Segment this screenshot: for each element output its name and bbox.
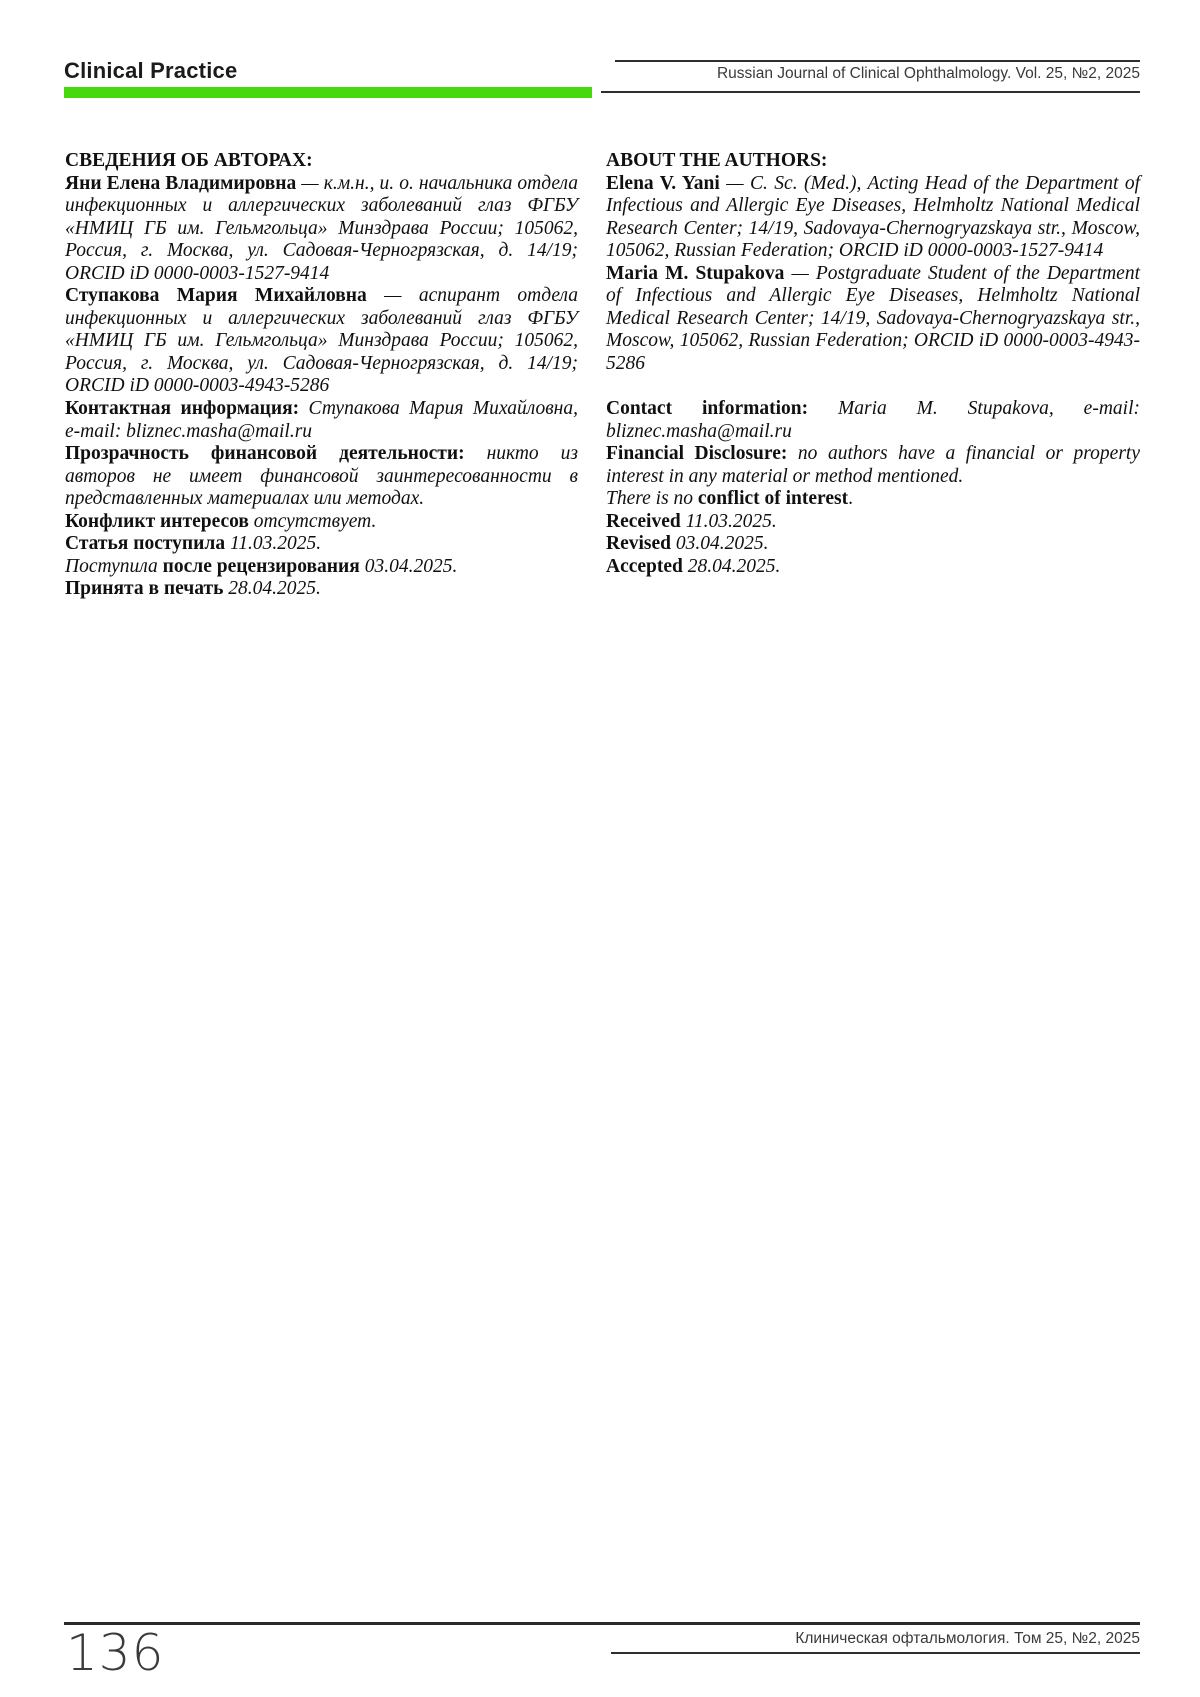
contact-value-ru: Ступакова Мария Михайловна, e-mail: bliznec.masha@mail.ru <box>65 398 578 442</box>
financial-disclosure-en <box>606 443 1140 488</box>
received-label-en: Received <box>606 510 681 532</box>
financial-value-ru: никто из авторов не имеет финансовой заинтересованности в представленных материалах или методах. <box>65 443 578 510</box>
conflict-of-interest-ru <box>65 511 578 534</box>
contact-info-ru <box>65 398 578 443</box>
financial-label-ru: Прозрачность финансовой деятельности: <box>65 443 465 465</box>
author-2-en <box>606 263 1140 376</box>
header-rule-top <box>615 60 1140 62</box>
page-number: 136 <box>66 1624 165 1682</box>
contact-label-en: Contact information: <box>606 398 809 420</box>
journal-title-russian: Клиническая офтальмология. Том 25, №2, 2025 <box>795 1630 1140 1647</box>
revised-label-1-ru: Поступила <box>65 555 158 577</box>
conflict-of-interest-en <box>606 488 1140 511</box>
author-1-name-ru: Яни Елена Владимировна <box>65 172 297 194</box>
accepted-value-en: 28.04.2025. <box>682 555 781 577</box>
author-2-ru <box>65 285 578 398</box>
conflict-period-en: . <box>848 488 853 510</box>
conflict-value-ru: отсутствует. <box>248 510 377 532</box>
received-label-ru: Статья поступила <box>65 533 226 555</box>
author-2-details-ru: — аспирант отдела инфекционных и аллергических заболеваний глаз ФГБУ «НМИЦ ГБ им. Гельмгольца» Минздрава России; 105062, Россия, г. Москва, ул. Садовая-Черногрязская, д. 14/19; ORCID iD 0000-0003-4943-5286 <box>65 285 578 397</box>
authors-heading-ru: СВЕДЕНИЯ ОБ АВТОРАХ: <box>65 150 313 171</box>
revised-value-ru: 03.04.2025. <box>359 555 458 577</box>
author-1-name-en: Elena V. Yani <box>606 172 720 194</box>
revised-date-en <box>606 533 1140 556</box>
conflict-prefix-en: There is no <box>606 488 698 510</box>
green-accent-bar <box>64 87 592 98</box>
footer-rule-right <box>611 1652 1140 1654</box>
conflict-label-en: conflict of interest <box>697 488 849 510</box>
header-rule-middle <box>601 91 1140 93</box>
authors-heading-en: ABOUT THE AUTHORS: <box>606 150 828 171</box>
author-1-en <box>606 173 1140 263</box>
revised-date-ru <box>65 556 578 579</box>
author-1-details-ru: — к.м.н., и. о. начальника отдела инфекционных и аллергических заболеваний глаз ФГБУ «НМИЦ ГБ им. Гельмгольца» Минздрава России; 105062, Россия, г. Москва, ул. Садовая-Черногрязская, д. 14/19; ORCID iD 0000-0003-1527-9414 <box>65 172 578 284</box>
received-value-en: 11.03.2025. <box>680 510 777 532</box>
received-date-ru <box>65 533 578 556</box>
author-2-name-en: Maria M. Stupakova <box>606 262 785 284</box>
accepted-label-ru: Принята в печать <box>65 578 224 600</box>
accepted-date-ru <box>65 578 578 601</box>
contact-label-ru: Контактная информация: <box>65 398 300 420</box>
accepted-label-en: Accepted <box>606 555 683 577</box>
financial-value-en: no authors have a financial or property interest in any material or method mentioned. <box>606 443 1140 487</box>
footer-rule-full <box>64 1622 1140 1625</box>
authors-info-column-russian <box>65 150 578 601</box>
authors-info-column-english <box>606 150 1140 578</box>
author-2-name-ru: Ступакова Мария Михайловна <box>65 285 367 307</box>
accepted-date-en <box>606 556 1140 579</box>
financial-disclosure-ru <box>65 443 578 511</box>
revised-value-en: 03.04.2025. <box>671 533 769 555</box>
revised-label-en: Revised <box>606 533 671 555</box>
revised-label-2-ru: после рецензирования <box>157 555 360 577</box>
section-label: Clinical Practice <box>64 58 238 83</box>
received-date-en <box>606 511 1140 534</box>
journal-title-english: Russian Journal of Clinical Ophthalmology. Vol. 25, №2, 2025 <box>716 65 1140 82</box>
contact-value-en: Maria M. Stupakova, e-mail: bliznec.masha@mail.ru <box>606 398 1140 442</box>
author-1-details-en: — C. Sc. (Med.), Acting Head of the Department of Infectious and Allergic Eye Diseases, Helmholtz National Medical Research Center; 14/19, Sadovaya-Chernogryazskaya str., Moscow, 105062, Russian Federation; ORCID iD 0000-0003-1527-9414 <box>606 172 1141 262</box>
accepted-value-ru: 28.04.2025. <box>223 578 321 600</box>
contact-info-en <box>606 398 1140 443</box>
conflict-label-ru: Конфликт интересов <box>65 510 249 532</box>
author-2-details-en: — Postgraduate Student of the Department of Infectious and Allergic Eye Diseases, Helmholtz National Medical Research Center; 14/19, Sadovaya-Chernogryazskaya str., Moscow, 105062, Russian Federation; ORCID iD 0000-0003-4943-5286 <box>606 262 1140 374</box>
author-1-ru <box>65 173 578 286</box>
financial-label-en: Financial Disclosure: <box>606 443 788 465</box>
received-value-ru: 11.03.2025. <box>225 533 322 555</box>
